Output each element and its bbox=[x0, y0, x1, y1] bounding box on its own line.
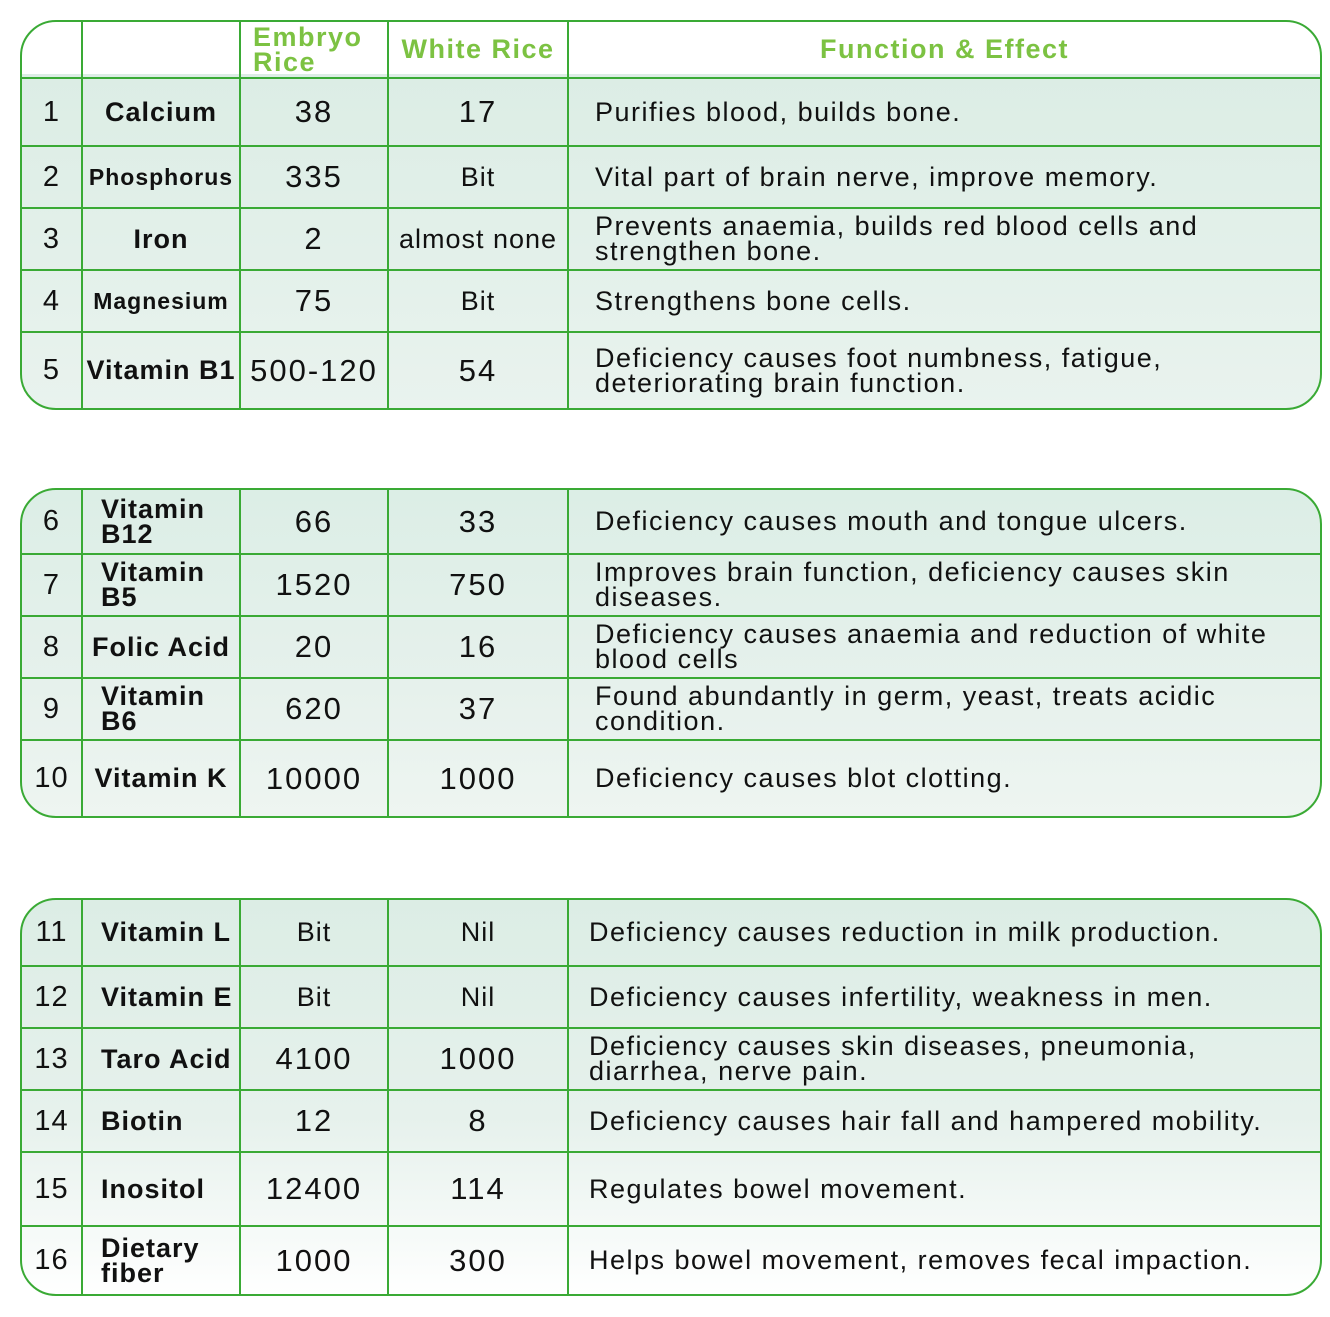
white-rice-value: 1000 bbox=[388, 1028, 568, 1090]
row-number: 2 bbox=[22, 146, 82, 208]
nutrient-table-3 bbox=[20, 898, 1322, 1296]
nutrient-name: Vitamin B12 bbox=[82, 490, 240, 554]
white-rice-value: 54 bbox=[388, 332, 568, 408]
table-row bbox=[22, 490, 1320, 554]
table-row bbox=[22, 1028, 1320, 1090]
row-number: 5 bbox=[22, 332, 82, 408]
function-effect: Deficiency causes reduction in milk production. bbox=[568, 900, 1320, 966]
embryo-rice-value: 75 bbox=[240, 270, 388, 332]
function-effect: Helps bowel movement, removes fecal impaction. bbox=[568, 1226, 1320, 1294]
function-effect: Vital part of brain nerve, improve memory. bbox=[568, 146, 1320, 208]
white-rice-value: Bit bbox=[388, 146, 568, 208]
row-number: 8 bbox=[22, 616, 82, 678]
nutrient-name: Inositol bbox=[82, 1152, 240, 1226]
table-row bbox=[22, 678, 1320, 740]
function-effect: Deficiency causes infertility, weakness in men. bbox=[568, 966, 1320, 1028]
table-row bbox=[22, 554, 1320, 616]
table-row bbox=[22, 1090, 1320, 1152]
function-effect: Found abundantly in germ, yeast, treats acidic condition. bbox=[568, 678, 1320, 740]
table-row bbox=[22, 208, 1320, 270]
row-number: 15 bbox=[22, 1152, 82, 1226]
white-rice-value: 8 bbox=[388, 1090, 568, 1152]
embryo-rice-value: 66 bbox=[240, 490, 388, 554]
embryo-rice-value: 12400 bbox=[240, 1152, 388, 1226]
function-effect: Strengthens bone cells. bbox=[568, 270, 1320, 332]
table-row bbox=[22, 332, 1320, 408]
embryo-rice-value: 10000 bbox=[240, 740, 388, 816]
function-effect: Deficiency causes mouth and tongue ulcers. bbox=[568, 490, 1320, 554]
white-rice-value: 37 bbox=[388, 678, 568, 740]
embryo-rice-value: 500-120 bbox=[240, 332, 388, 408]
white-rice-value: almost none bbox=[388, 208, 568, 270]
nutrient-name: Folic Acid bbox=[82, 616, 240, 678]
row-number: 3 bbox=[22, 208, 82, 270]
function-effect: Deficiency causes foot numbness, fatigue, deteriorating brain function. bbox=[568, 332, 1320, 408]
row-number: 14 bbox=[22, 1090, 82, 1152]
row-number: 11 bbox=[22, 900, 82, 966]
header-nutrient bbox=[82, 22, 240, 78]
table-row bbox=[22, 270, 1320, 332]
white-rice-value: 1000 bbox=[388, 740, 568, 816]
nutrient-name: Vitamin B1 bbox=[82, 332, 240, 408]
row-number: 7 bbox=[22, 554, 82, 616]
embryo-rice-value: 620 bbox=[240, 678, 388, 740]
row-number: 10 bbox=[22, 740, 82, 816]
nutrient-name: Phosphorus bbox=[82, 146, 240, 208]
nutrient-name: Taro Acid bbox=[82, 1028, 240, 1090]
table-row bbox=[22, 966, 1320, 1028]
header-function-effect: Function & Effect bbox=[568, 22, 1320, 78]
function-effect: Improves brain function, deficiency causes skin diseases. bbox=[568, 554, 1320, 616]
function-effect: Prevents anaemia, builds red blood cells and strengthen bone. bbox=[568, 208, 1320, 270]
nutrient-name: Vitamin B5 bbox=[82, 554, 240, 616]
white-rice-value: 750 bbox=[388, 554, 568, 616]
table-row bbox=[22, 616, 1320, 678]
table-1 bbox=[22, 22, 1320, 408]
row-number: 16 bbox=[22, 1226, 82, 1294]
nutrient-name: Vitamin E bbox=[82, 966, 240, 1028]
nutrient-name: Biotin bbox=[82, 1090, 240, 1152]
header-white-rice: White Rice bbox=[388, 22, 568, 78]
nutrient-name: Iron bbox=[82, 208, 240, 270]
table-row bbox=[22, 78, 1320, 146]
function-effect: Deficiency causes hair fall and hampered mobility. bbox=[568, 1090, 1320, 1152]
white-rice-value: Nil bbox=[388, 966, 568, 1028]
white-rice-value: 16 bbox=[388, 616, 568, 678]
embryo-rice-value: 4100 bbox=[240, 1028, 388, 1090]
function-effect: Regulates bowel movement. bbox=[568, 1152, 1320, 1226]
embryo-rice-value: 12 bbox=[240, 1090, 388, 1152]
row-number: 12 bbox=[22, 966, 82, 1028]
embryo-rice-value: 1000 bbox=[240, 1226, 388, 1294]
table-row bbox=[22, 146, 1320, 208]
table-row bbox=[22, 1152, 1320, 1226]
white-rice-value: 17 bbox=[388, 78, 568, 146]
nutrient-name: Vitamin L bbox=[82, 900, 240, 966]
nutrient-name: Calcium bbox=[82, 78, 240, 146]
embryo-rice-value: Bit bbox=[240, 900, 388, 966]
table-row bbox=[22, 900, 1320, 966]
nutrient-name: Vitamin B6 bbox=[82, 678, 240, 740]
embryo-rice-value: 2 bbox=[240, 208, 388, 270]
function-effect: Deficiency causes skin diseases, pneumonia, diarrhea, nerve pain. bbox=[568, 1028, 1320, 1090]
table-3 bbox=[22, 900, 1320, 1294]
nutrient-table-2 bbox=[20, 488, 1322, 818]
nutrient-name: Vitamin K bbox=[82, 740, 240, 816]
row-number: 4 bbox=[22, 270, 82, 332]
embryo-rice-value: 20 bbox=[240, 616, 388, 678]
table-row bbox=[22, 740, 1320, 816]
header-embryo-rice: Embryo Rice bbox=[240, 22, 388, 78]
nutrient-name: Dietary fiber bbox=[82, 1226, 240, 1294]
row-number: 13 bbox=[22, 1028, 82, 1090]
function-effect: Deficiency causes blot clotting. bbox=[568, 740, 1320, 816]
table-2 bbox=[22, 490, 1320, 816]
embryo-rice-value: 38 bbox=[240, 78, 388, 146]
white-rice-value: 33 bbox=[388, 490, 568, 554]
embryo-rice-value: 1520 bbox=[240, 554, 388, 616]
header-number bbox=[22, 22, 82, 78]
header-row bbox=[22, 22, 1320, 78]
row-number: 6 bbox=[22, 490, 82, 554]
white-rice-value: 300 bbox=[388, 1226, 568, 1294]
embryo-rice-value: 335 bbox=[240, 146, 388, 208]
row-number: 9 bbox=[22, 678, 82, 740]
embryo-rice-value: Bit bbox=[240, 966, 388, 1028]
white-rice-value: Nil bbox=[388, 900, 568, 966]
white-rice-value: Bit bbox=[388, 270, 568, 332]
row-number: 1 bbox=[22, 78, 82, 146]
nutrient-table-1 bbox=[20, 20, 1322, 410]
function-effect: Purifies blood, builds bone. bbox=[568, 78, 1320, 146]
function-effect: Deficiency causes anaemia and reduction of white blood cells bbox=[568, 616, 1320, 678]
table-row bbox=[22, 1226, 1320, 1294]
white-rice-value: 114 bbox=[388, 1152, 568, 1226]
nutrient-name: Magnesium bbox=[82, 270, 240, 332]
